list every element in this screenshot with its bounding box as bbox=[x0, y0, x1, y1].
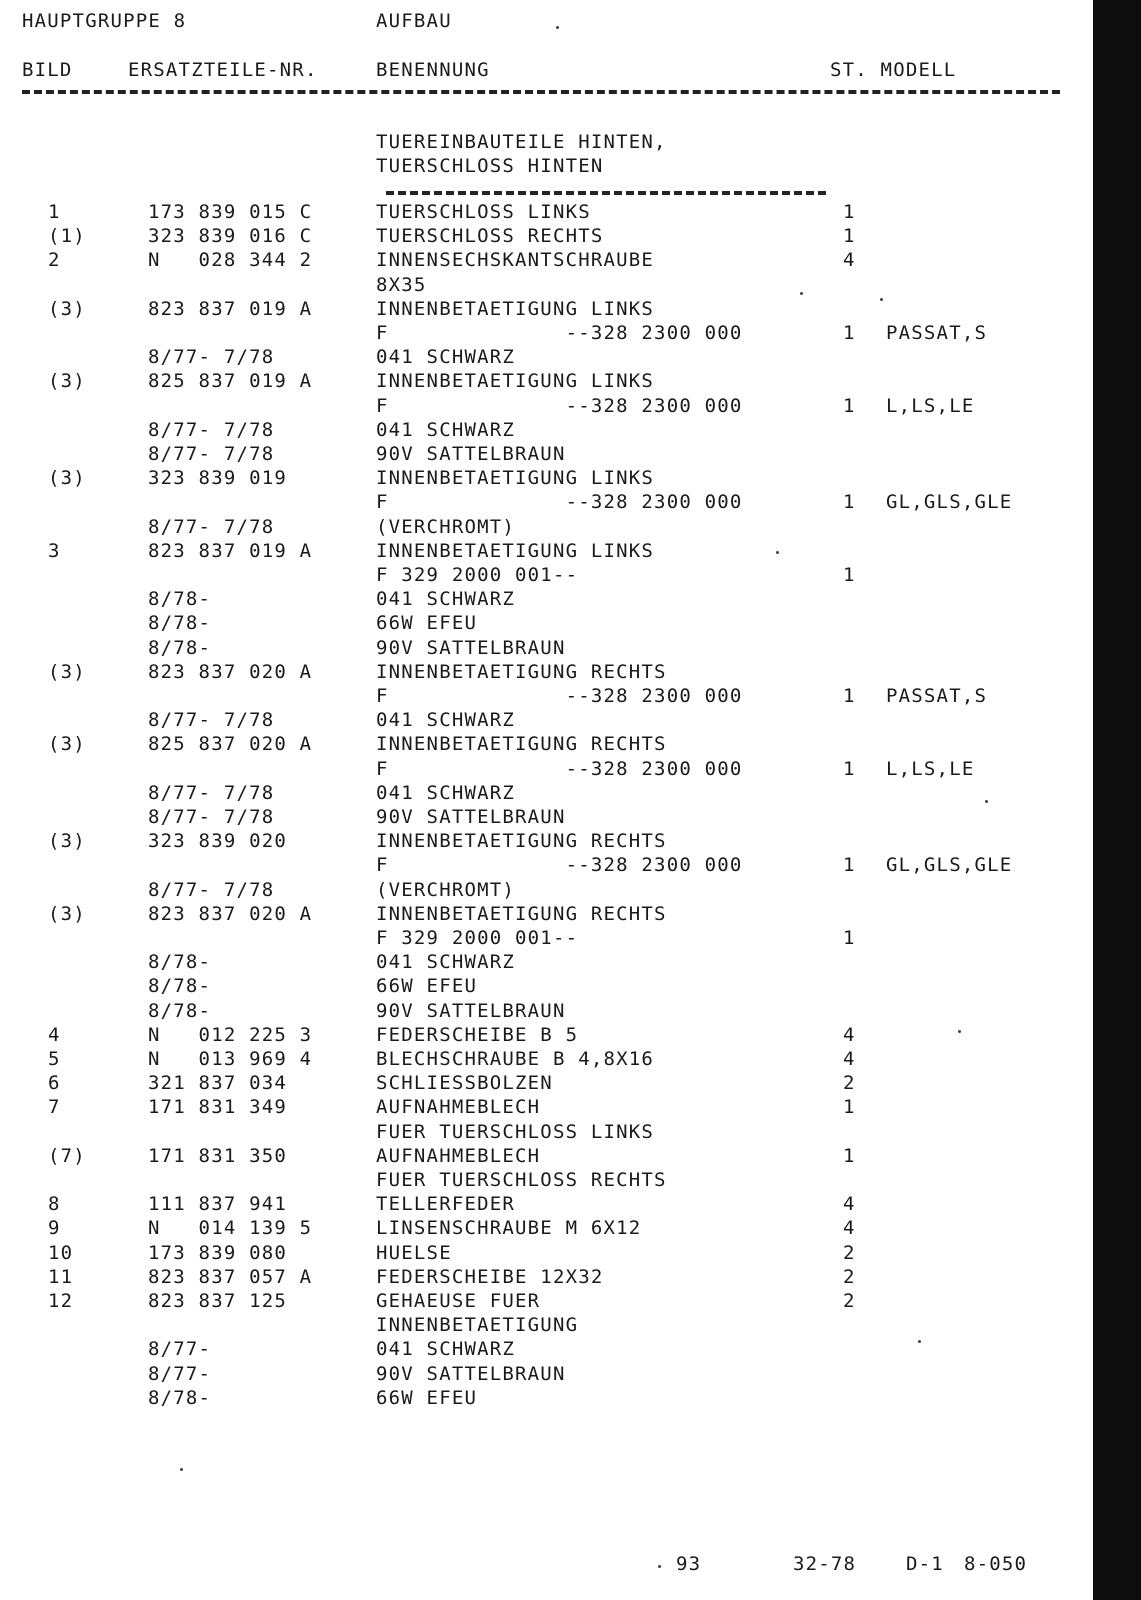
part-description: 041 SCHWARZ bbox=[376, 588, 516, 610]
model: GL,GLS,GLE bbox=[886, 854, 1013, 876]
scan-speck bbox=[556, 26, 559, 29]
part-number: 173 839 015 C bbox=[148, 201, 313, 223]
footer-code: 32-78 bbox=[793, 1553, 857, 1575]
part-description: INNENBETAETIGUNG LINKS bbox=[376, 467, 655, 489]
bild-number: 11 bbox=[48, 1266, 74, 1288]
quantity: 1 bbox=[843, 1145, 856, 1167]
footer-market: D-1 bbox=[906, 1553, 944, 1575]
bild-number: 2 bbox=[48, 249, 61, 271]
part-description: F --328 2300 000 bbox=[376, 854, 743, 876]
part-description: INNENBETAETIGUNG bbox=[376, 1314, 579, 1336]
part-description: 041 SCHWARZ bbox=[376, 346, 516, 368]
part-description: 90V SATTELBRAUN bbox=[376, 637, 566, 659]
part-description: 66W EFEU bbox=[376, 1387, 478, 1409]
part-number: 8/78- bbox=[148, 612, 212, 634]
part-number: 823 837 125 bbox=[148, 1290, 288, 1312]
part-description: F --328 2300 000 bbox=[376, 685, 743, 707]
part-description: 8X35 bbox=[376, 274, 427, 296]
part-number: 8/78- bbox=[148, 1387, 212, 1409]
part-number: 8/77- 7/78 bbox=[148, 782, 275, 804]
part-number: 825 837 019 A bbox=[148, 370, 313, 392]
section-title-line1: TUEREINBAUTEILE HINTEN, bbox=[376, 131, 667, 153]
part-number: 823 837 020 A bbox=[148, 903, 313, 925]
bild-number: 9 bbox=[48, 1217, 61, 1239]
footer-ref: 8-050 bbox=[964, 1553, 1028, 1575]
part-number: 323 839 019 bbox=[148, 467, 288, 489]
part-number: 321 837 034 bbox=[148, 1072, 288, 1094]
bild-number: (1) bbox=[48, 225, 86, 247]
part-number: 8/77- 7/78 bbox=[148, 806, 275, 828]
bild-number: (3) bbox=[48, 467, 86, 489]
part-description: HUELSE bbox=[376, 1242, 452, 1264]
scan-speck bbox=[958, 1030, 961, 1033]
part-description: AUFNAHMEBLECH bbox=[376, 1096, 541, 1118]
part-description: GEHAEUSE FUER bbox=[376, 1290, 541, 1312]
part-description: TELLERFEDER bbox=[376, 1193, 516, 1215]
part-description: 041 SCHWARZ bbox=[376, 419, 516, 441]
bild-number: 6 bbox=[48, 1072, 61, 1094]
bild-number: 12 bbox=[48, 1290, 74, 1312]
model: L,LS,LE bbox=[886, 758, 975, 780]
bild-number: (3) bbox=[48, 903, 86, 925]
part-description: FEDERSCHEIBE B 5 bbox=[376, 1024, 579, 1046]
bild-number: 5 bbox=[48, 1048, 61, 1070]
part-number: 8/77- 7/78 bbox=[148, 419, 275, 441]
part-number: N 013 969 4 bbox=[148, 1048, 313, 1070]
model: PASSAT,S bbox=[886, 322, 988, 344]
quantity: 1 bbox=[843, 854, 856, 876]
quantity: 1 bbox=[843, 491, 856, 513]
quantity: 1 bbox=[843, 322, 856, 344]
part-description: (VERCHROMT) bbox=[376, 516, 516, 538]
scan-speck bbox=[776, 551, 779, 554]
quantity: 2 bbox=[843, 1242, 856, 1264]
part-description: 041 SCHWARZ bbox=[376, 782, 516, 804]
quantity: 1 bbox=[843, 564, 856, 586]
col-qty-model-header: ST. MODELL bbox=[830, 59, 957, 81]
part-description: INNENBETAETIGUNG RECHTS bbox=[376, 903, 667, 925]
bild-number: (3) bbox=[48, 830, 86, 852]
section-title-rule bbox=[386, 191, 826, 195]
scan-speck bbox=[800, 292, 803, 295]
part-number: 323 839 020 bbox=[148, 830, 288, 852]
part-number: 8/78- bbox=[148, 637, 212, 659]
part-description: INNENBETAETIGUNG RECHTS bbox=[376, 830, 667, 852]
quantity: 1 bbox=[843, 758, 856, 780]
part-number: 823 837 019 A bbox=[148, 298, 313, 320]
part-number: 8/78- bbox=[148, 588, 212, 610]
part-number: 8/77- 7/78 bbox=[148, 879, 275, 901]
model: GL,GLS,GLE bbox=[886, 491, 1013, 513]
part-description: INNENBETAETIGUNG RECHTS bbox=[376, 733, 667, 755]
col-name-header: BENENNUNG bbox=[376, 59, 490, 81]
bild-number: 7 bbox=[48, 1096, 61, 1118]
part-number: 823 837 019 A bbox=[148, 540, 313, 562]
part-number: 8/77- 7/78 bbox=[148, 443, 275, 465]
bild-number: 1 bbox=[48, 201, 61, 223]
col-part-header: ERSATZTEILE-NR. bbox=[128, 59, 318, 81]
part-description: F --328 2300 000 bbox=[376, 395, 743, 417]
part-number: 111 837 941 bbox=[148, 1193, 288, 1215]
quantity: 1 bbox=[843, 1096, 856, 1118]
part-description: 041 SCHWARZ bbox=[376, 1338, 516, 1360]
part-number: 171 831 350 bbox=[148, 1145, 288, 1167]
part-number: 323 839 016 C bbox=[148, 225, 313, 247]
part-number: 8/77- 7/78 bbox=[148, 709, 275, 731]
model: L,LS,LE bbox=[886, 395, 975, 417]
footer-page: 93 bbox=[676, 1553, 702, 1575]
quantity: 2 bbox=[843, 1290, 856, 1312]
scan-speck bbox=[918, 1340, 921, 1343]
part-description: TUERSCHLOSS LINKS bbox=[376, 201, 591, 223]
quantity: 1 bbox=[843, 201, 856, 223]
bild-number: (3) bbox=[48, 733, 86, 755]
part-number: 825 837 020 A bbox=[148, 733, 313, 755]
scan-speck bbox=[985, 800, 988, 803]
part-number: 8/77- 7/78 bbox=[148, 346, 275, 368]
section-label: AUFBAU bbox=[376, 10, 452, 32]
part-description: 041 SCHWARZ bbox=[376, 709, 516, 731]
part-description: BLECHSCHRAUBE B 4,8X16 bbox=[376, 1048, 655, 1070]
group-title: HAUPTGRUPPE 8 bbox=[22, 10, 187, 32]
part-number: 823 837 057 A bbox=[148, 1266, 313, 1288]
section-title-line2: TUERSCHLOSS HINTEN bbox=[376, 155, 604, 177]
quantity: 2 bbox=[843, 1072, 856, 1094]
part-description: 66W EFEU bbox=[376, 975, 478, 997]
bild-number: (3) bbox=[48, 661, 86, 683]
col-bild-header: BILD bbox=[22, 59, 73, 81]
quantity: 4 bbox=[843, 1048, 856, 1070]
part-description: INNENBETAETIGUNG LINKS bbox=[376, 298, 655, 320]
part-description: 041 SCHWARZ bbox=[376, 951, 516, 973]
quantity: 1 bbox=[843, 685, 856, 707]
part-description: FUER TUERSCHLOSS RECHTS bbox=[376, 1169, 667, 1191]
part-description: 90V SATTELBRAUN bbox=[376, 1000, 566, 1022]
quantity: 2 bbox=[843, 1266, 856, 1288]
quantity: 1 bbox=[843, 395, 856, 417]
part-description: INNENSECHSKANTSCHRAUBE bbox=[376, 249, 655, 271]
part-description: 90V SATTELBRAUN bbox=[376, 806, 566, 828]
part-description: F --328 2300 000 bbox=[376, 322, 743, 344]
part-description: INNENBETAETIGUNG LINKS bbox=[376, 370, 655, 392]
part-description: FEDERSCHEIBE 12X32 bbox=[376, 1266, 604, 1288]
part-description: LINSENSCHRAUBE M 6X12 bbox=[376, 1217, 642, 1239]
part-description: INNENBETAETIGUNG RECHTS bbox=[376, 661, 667, 683]
bild-number: (3) bbox=[48, 370, 86, 392]
part-description: TUERSCHLOSS RECHTS bbox=[376, 225, 604, 247]
part-description: 90V SATTELBRAUN bbox=[376, 1363, 566, 1385]
quantity: 1 bbox=[843, 225, 856, 247]
part-number: 8/78- bbox=[148, 951, 212, 973]
part-description: INNENBETAETIGUNG LINKS bbox=[376, 540, 655, 562]
bild-number: 4 bbox=[48, 1024, 61, 1046]
part-description: FUER TUERSCHLOSS LINKS bbox=[376, 1121, 655, 1143]
scan-speck bbox=[880, 298, 883, 301]
model: PASSAT,S bbox=[886, 685, 988, 707]
part-number: 8/78- bbox=[148, 975, 212, 997]
quantity: 1 bbox=[843, 927, 856, 949]
bild-number: 10 bbox=[48, 1242, 74, 1264]
scan-speck bbox=[180, 1468, 183, 1471]
part-description: F 329 2000 001-- bbox=[376, 927, 579, 949]
scan-edge bbox=[1093, 0, 1141, 1600]
part-number: 173 839 080 bbox=[148, 1242, 288, 1264]
part-description: AUFNAHMEBLECH bbox=[376, 1145, 541, 1167]
scan-speck bbox=[658, 1565, 661, 1568]
part-description: F --328 2300 000 bbox=[376, 491, 743, 513]
part-number: N 012 225 3 bbox=[148, 1024, 313, 1046]
quantity: 4 bbox=[843, 1193, 856, 1215]
part-description: 90V SATTELBRAUN bbox=[376, 443, 566, 465]
part-description: (VERCHROMT) bbox=[376, 879, 516, 901]
part-description: F 329 2000 001-- bbox=[376, 564, 579, 586]
bild-number: 8 bbox=[48, 1193, 61, 1215]
part-number: N 014 139 5 bbox=[148, 1217, 313, 1239]
part-number: 8/77- bbox=[148, 1363, 212, 1385]
part-number: N 028 344 2 bbox=[148, 249, 313, 271]
part-number: 171 831 349 bbox=[148, 1096, 288, 1118]
part-number: 8/77- bbox=[148, 1338, 212, 1360]
part-description: F --328 2300 000 bbox=[376, 758, 743, 780]
quantity: 4 bbox=[843, 249, 856, 271]
part-number: 8/78- bbox=[148, 1000, 212, 1022]
part-description: SCHLIESSBOLZEN bbox=[376, 1072, 553, 1094]
part-number: 823 837 020 A bbox=[148, 661, 313, 683]
part-description: 66W EFEU bbox=[376, 612, 478, 634]
bild-number: (7) bbox=[48, 1145, 86, 1167]
bild-number: (3) bbox=[48, 298, 86, 320]
part-number: 8/77- 7/78 bbox=[148, 516, 275, 538]
bild-number: 3 bbox=[48, 540, 61, 562]
header-rule bbox=[22, 90, 1060, 94]
quantity: 4 bbox=[843, 1217, 856, 1239]
quantity: 4 bbox=[843, 1024, 856, 1046]
